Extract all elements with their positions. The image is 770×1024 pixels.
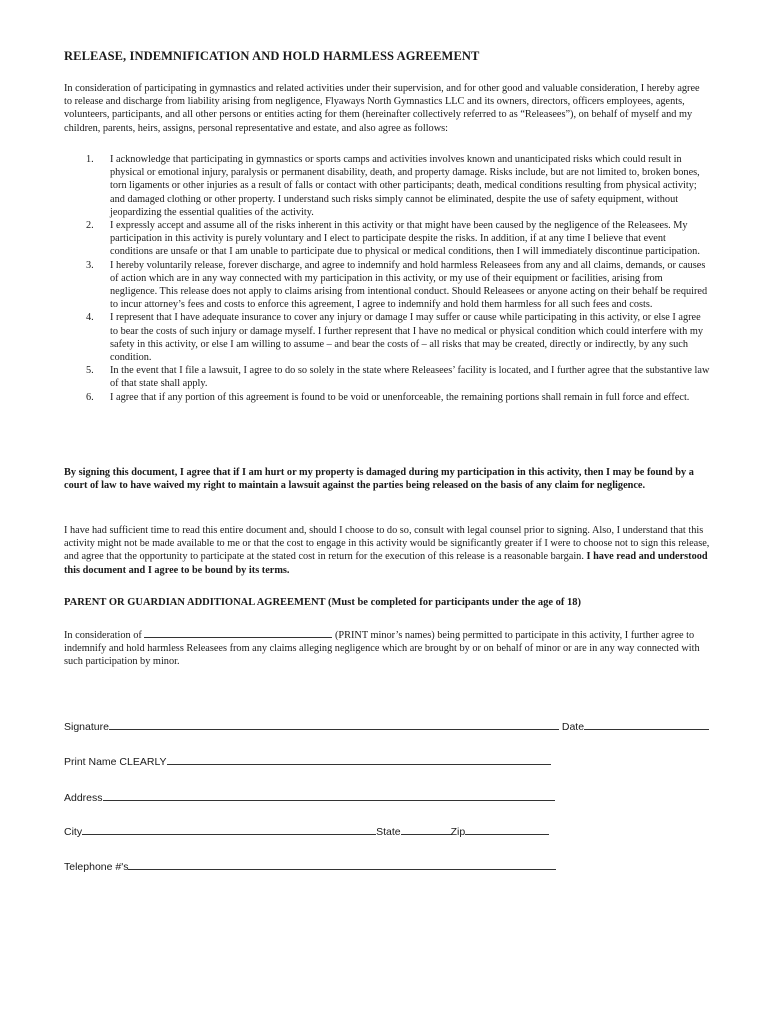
- waiver-statement: By signing this document, I agree that if I am hurt or my property is damaged during my participation in this activity, then I may be found by a court of law to have waived my right to maintain a lawsuit against the parties being released on the basis of any claim for negligence.: [64, 467, 694, 492]
- telephone-label: Telephone #'s: [64, 861, 129, 873]
- telephone-row: [64, 859, 556, 873]
- date-field[interactable]: [584, 719, 709, 730]
- list-item: 5. In the event that I file a lawsuit, I agree to do so solely in the state where Releasees’ facility is located, and I further agree that the substantive law of that state shall apply.: [86, 365, 710, 390]
- zip-field[interactable]: [465, 824, 549, 835]
- address-label: Address: [64, 792, 103, 804]
- list-item: 4. I represent that I have adequate insurance to cover any injury or damage I may suffer or cause while participating in this activity, or else I agree to bear the costs of such injury or damage myself. I further represent that I have no medical or physical condition which could interfere with my safety in this activity, or else I am willing to assume – and bear the costs of – all risks that may be created, directly or indirectly, by any such condition.: [86, 312, 704, 364]
- intro-paragraph: In consideration of participating in gymnastics and related activities under their supervision, and for other good and valuable consideration, I hereby agree to release and discharge from liability arising from negligence, Flyaways North Gymnastics LLC and its owners, directors, officers employees, agents, volunteers, participants, and all other persons or entities acting for them (hereinafter collectively referred to as “Releasees”), on behalf of myself and my children, parents, heirs, assigns, personal representative and estate, and also agree as follows:: [64, 83, 700, 134]
- print-name-row: [64, 754, 551, 768]
- city-row: [64, 824, 549, 838]
- minor-name-field[interactable]: [144, 627, 332, 638]
- list-item: 2. I expressly accept and assume all of the risks inherent in this activity or that might have been caused by the negligence of the Releasees. My participation in this activity is purely voluntary and I elect to participate despite the risks. In addition, if at any time I believe that event conditions are unsafe or that I am unable to participate due to physical or medical conditions, then I will immediately discontinue participation.: [86, 220, 700, 258]
- acknowledgement-paragraph: I have had sufficient time to read this entire document and, should I choose to do so, consult with legal counsel prior to signing. Also, I understand that this activity might not be made available to me or that the cost to engage in this activity would be significantly greater if I were to choose not to sign this release, and agree that the opportunity to participate at the stated cost in return for the execution of this release is a reasonable bargain. I have read and understood this document and I agree to be bound by its terms.: [64, 525, 710, 576]
- city-field[interactable]: [82, 824, 376, 835]
- signature-label: Signature: [64, 721, 109, 733]
- parent-consideration-paragraph: In consideration of (PRINT minor’s names) being permitted to participate in this activity, I further agree to indemnify and hold harmless Releasees from any claims alleging negligence which are brought by or on behalf of minor or are in any way connected with such participation by minor.: [64, 627, 710, 669]
- signature-field[interactable]: [109, 719, 559, 730]
- city-label: City: [64, 826, 83, 838]
- parent-heading: PARENT OR GUARDIAN ADDITIONAL AGREEMENT (Must be completed for participants under the age of 18): [64, 597, 582, 608]
- date-label: Date: [561, 721, 585, 733]
- state-field[interactable]: [401, 824, 451, 835]
- page-title: RELEASE, INDEMNIFICATION AND HOLD HARMLESS AGREEMENT: [64, 49, 480, 63]
- list-item: 1. I acknowledge that participating in gymnastics or sports camps and activities involves known and unanticipated risks which could result in physical or emotional injury, paralysis or permanent disability, death, and property damage. Risks include, but are not limited to, broken bones, torn ligaments or other injuries as a result of falls or contact with other participants; death, medical conditions resulting from physical activity; and damaged clothing or other property. I understand such risks simply cannot be eliminated, despite the use of safety equipment, without jeopardizing the essential qualities of the activity.: [86, 154, 700, 218]
- print-name-label: Print Name CLEARLY: [64, 756, 167, 768]
- address-field[interactable]: [103, 790, 555, 801]
- terms-list: [64, 153, 710, 404]
- list-item: 3. I hereby voluntarily release, forever discharge, and agree to indemnify and hold harmless Releasees from any and all claims, demands, or causes of action which are in any way connected with my participation in this activity, or my use of their equipment or facilities, arising from negligence. This release does not apply to claims arising from intentional conduct. Should Releasees or anyone acting on their behalf be required to incur attorney’s fees and costs to enforce this agreement, I agree to indemnify and hold them harmless for all such fees and costs.: [86, 259, 708, 311]
- list-item: 6. I agree that if any portion of this agreement is found to be void or unenforceable, the remaining portions shall remain in full force and effect.: [86, 391, 690, 403]
- acknowledgement-bold: I have read and understood this document and I agree to be bound by its terms.: [64, 551, 708, 576]
- state-label: State: [376, 826, 401, 838]
- signature-row: [64, 719, 709, 733]
- print-name-field[interactable]: [167, 754, 551, 765]
- telephone-field[interactable]: [128, 859, 556, 870]
- zip-label: Zip: [450, 826, 466, 838]
- address-row: [64, 790, 555, 804]
